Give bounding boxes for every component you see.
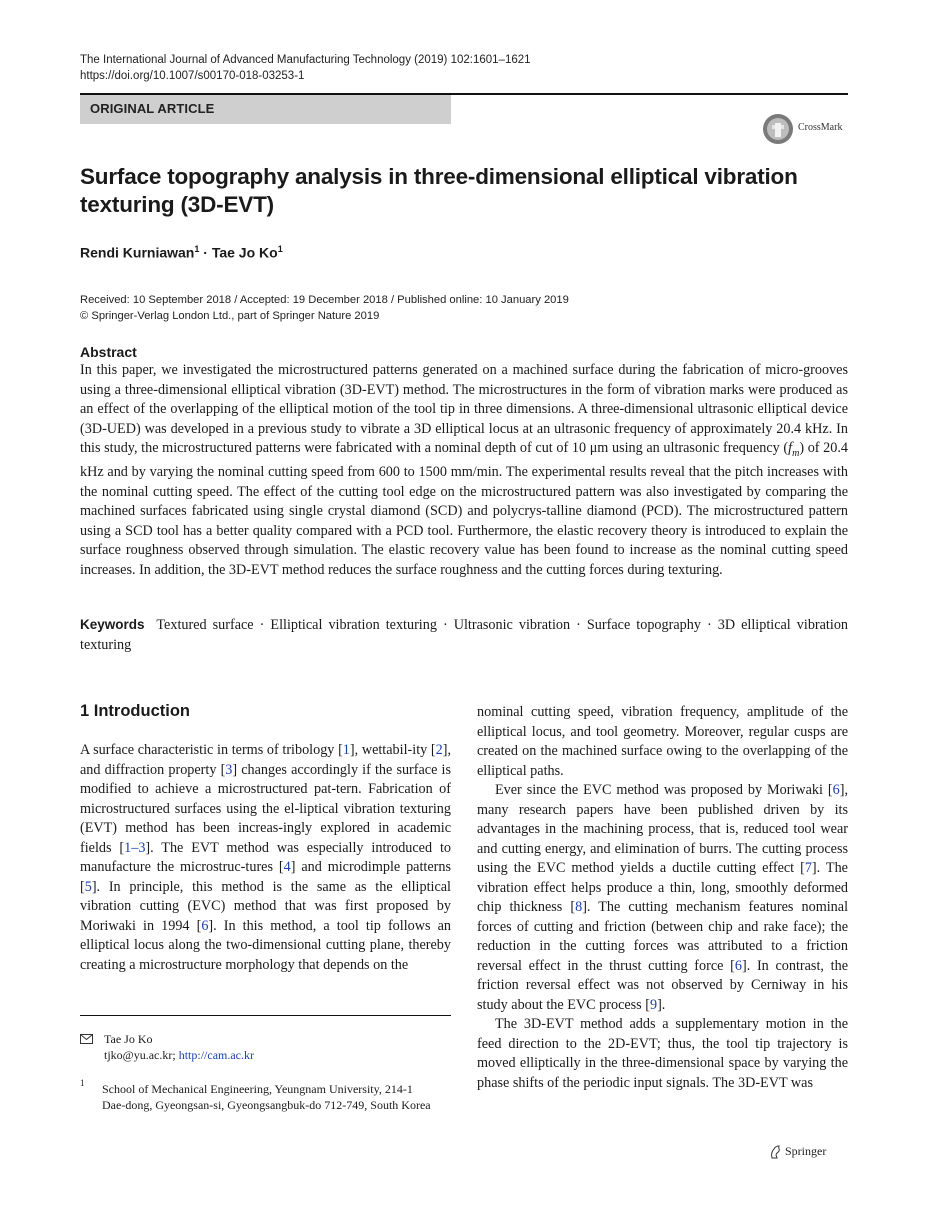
text-run: A surface characteristic in terms of tribology [ [80,742,343,758]
keywords-list: Textured surface · Elliptical vibration texturing · Ultrasonic vibration · Surface topography · 3D elliptical vibration texturing [80,617,849,653]
text-run: ], and diffraction property [ [80,742,451,778]
author-name[interactable]: Tae Jo Ko [211,244,278,261]
paragraph [80,741,451,975]
citation-link[interactable]: 4 [283,859,291,875]
url-link[interactable]: http://cam.ac.kr [178,1048,255,1062]
body-text-right [477,703,848,1093]
paragraph: nominal cutting speed, vibration frequency, amplitude of the elliptical locus, and tool geometry. Moreover, regular cusps are created on the machined surface owing to the overlapping of the elliptical paths. [477,704,848,779]
text-run: ] changes accordingly if the surface is modified to achieve a microstructured pat-tern. Fabrication of microstructured surfaces using the el-liptical vibration texturing (EVT) method has been increas-ingly explored in academic fields [ [80,761,451,856]
text-run: ]. In principle, this method is the same as the elliptical vibration cutting (EVC) method that was first proposed by Moriwaki in 1994 [ [80,878,451,934]
journal-header [80,52,531,84]
text-run: ]. The vibration effect helps produce a thin, long, smoothly deformed chip thickness [ [477,860,848,915]
author-list [80,244,283,261]
author-separator: · [203,244,208,261]
envelope-icon [80,1034,93,1044]
copyright-line: © Springer-Verlag London Ltd., part of Springer Nature 2019 [80,310,380,322]
body-text-left [80,741,451,975]
springer-logo [785,1144,826,1159]
crossmark-badge[interactable] [762,113,852,147]
abstract-heading: Abstract [80,344,137,360]
affiliation-marker: 1 [277,244,283,254]
footnote-rule [80,1015,451,1016]
symbol-f: f [788,440,793,456]
affiliation-line: Dae-dong, Gyeongsan-si, Gyeongsangbuk-do 712-749, South Korea [102,1098,431,1112]
abstract-text [80,361,848,580]
text-run: ]. In this method, a tool tip follows an elliptical locus along the two-dimensional cutting plane, thereby creating a microstructure morphology that depends on the [80,917,451,973]
citation-link[interactable]: 1 [342,742,350,758]
text-run: ]. The EVT method was especially introduced to manufacture the microstruc-tures [ [80,839,451,875]
citation-link[interactable]: 6 [734,957,742,974]
publisher-name: Springer [785,1144,827,1158]
paragraph [477,781,848,1015]
article-type-banner [80,95,451,124]
crossmark-label: CrossMark [798,122,843,133]
citation-link[interactable]: 1–3 [124,839,146,856]
keywords-label: Keywords [80,617,145,632]
keywords-block [80,615,848,655]
citation-link[interactable]: 3 [225,761,233,778]
citation-link[interactable]: 9 [649,996,658,1013]
text-run: ] and microdimple patterns [ [80,859,451,895]
citation-link[interactable]: 6 [201,917,209,934]
text-run: Ever since the EVC method was proposed by Moriwaki [ [495,782,833,798]
journal-citation: The International Journal of Advanced Manufacturing Technology (2019) 102:1601–1621 [80,54,531,66]
symbol-subscript: m [792,447,800,459]
history-dates: Received: 10 September 2018 / Accepted: 19 December 2018 / Published online: 10 January 2019 [80,294,569,306]
abstract-part: ) of 20.4 kHz and by varying the nominal cutting speed from 600 to 1500 mm/min. The experimental results reveal that the pitch increases with the nominal cutting speed. The effect of the cutting tool edge on the microstructured pattern was also investigated by comparing the machined surfaces fabricated using single crystal diamond (SCD) and polycrys-talline diamond (PCD). The microstructured pattern using a SCD tool has a better quality compared with a PCD tool. Furthermore, the elastic recovery theory is introduced to explain the surface roughness observed through simulation. The elastic recovery value has been found to increase as the nominal cutting speed increases. In addition, the 3D-EVT method reduces the surface roughness and the cutting forces during texturing. [80,440,848,578]
citation-link[interactable]: 6 [832,782,840,798]
paragraph: The 3D-EVT method adds a supplementary motion in the feed direction to the 2D-EVT; thus, the tool tip trajectory is moved elliptically in the three-dimensional space by varying the phase shifts of the periodic input signals. The 3D-EVT was [477,1016,848,1091]
author-name[interactable]: Rendi Kurniawan [80,244,195,261]
citation-link[interactable]: 5 [84,878,92,895]
email-link[interactable]: tjko@yu.ac.kr; [104,1048,176,1062]
text-run: ]. [657,996,666,1013]
section-heading: 1 Introduction [80,702,190,720]
affiliation-marker: 1 [194,244,200,254]
article-type-label: ORIGINAL ARTICLE [90,101,215,116]
abstract-part: In this paper, we investigated the microstructured patterns generated on a machined surface during the fabrication of micro-grooves using a three-dimensional elliptical vibration (3D-EVT) method. The microstructures in the form of vibration marks were produced as an effect of the overlapping of the elliptical motion of the tool tip in three dimensions. A three-dimensional ultrasonic elliptical device (3D-UED) was developed in a previous study to vibrate a 3D elliptical locus at an ultrasonic frequency of approximately 20.4 kHz. In this study, the microstructured patterns were fabricated with a nominal depth of cut of 10 μm using an ultrasonic frequency ( [80,362,848,456]
springer-horse-icon [769,1145,782,1159]
contact-line [104,1047,254,1063]
citation-link[interactable]: 8 [575,899,583,915]
affiliation-line: School of Mechanical Engineering, Yeungnam University, 214-1 [102,1082,413,1096]
affiliation-number: 1 [80,1078,85,1088]
corresponding-name: Tae Jo Ko [104,1032,153,1046]
corresponding-author [104,1031,254,1063]
article-title: Surface topography analysis in three-dimensional elliptical vibration texturing (3D-EVT) [80,164,798,217]
citation-link[interactable]: 2 [435,742,443,758]
text-run: ], many research papers have been published driven by its advantages in the machining process, that is, reduced tool wear and cutting energy, and elimination of burrs. The cutting process using the EVC method yields a ductile cutting effect [ [477,782,848,876]
crossmark-icon [762,113,794,145]
doi-link[interactable]: https://doi.org/10.1007/s00170-018-03253-1 [80,70,305,82]
text-run: ], wettabil-ity [ [349,742,436,758]
publication-dates [80,292,569,324]
text-run: ]. In contrast, the friction reversal effect was not observed by Cerniway in his study about the EVC process [ [477,957,848,1013]
citation-link[interactable]: 7 [804,860,812,876]
text-run: ]. The cutting mechanism features nominal forces of cutting and friction (between chip and rake face); the reduction in the cutting forces was attributed to a friction reversal effect in the thrust cutting force [ [477,899,849,974]
affiliation-text [102,1081,452,1113]
